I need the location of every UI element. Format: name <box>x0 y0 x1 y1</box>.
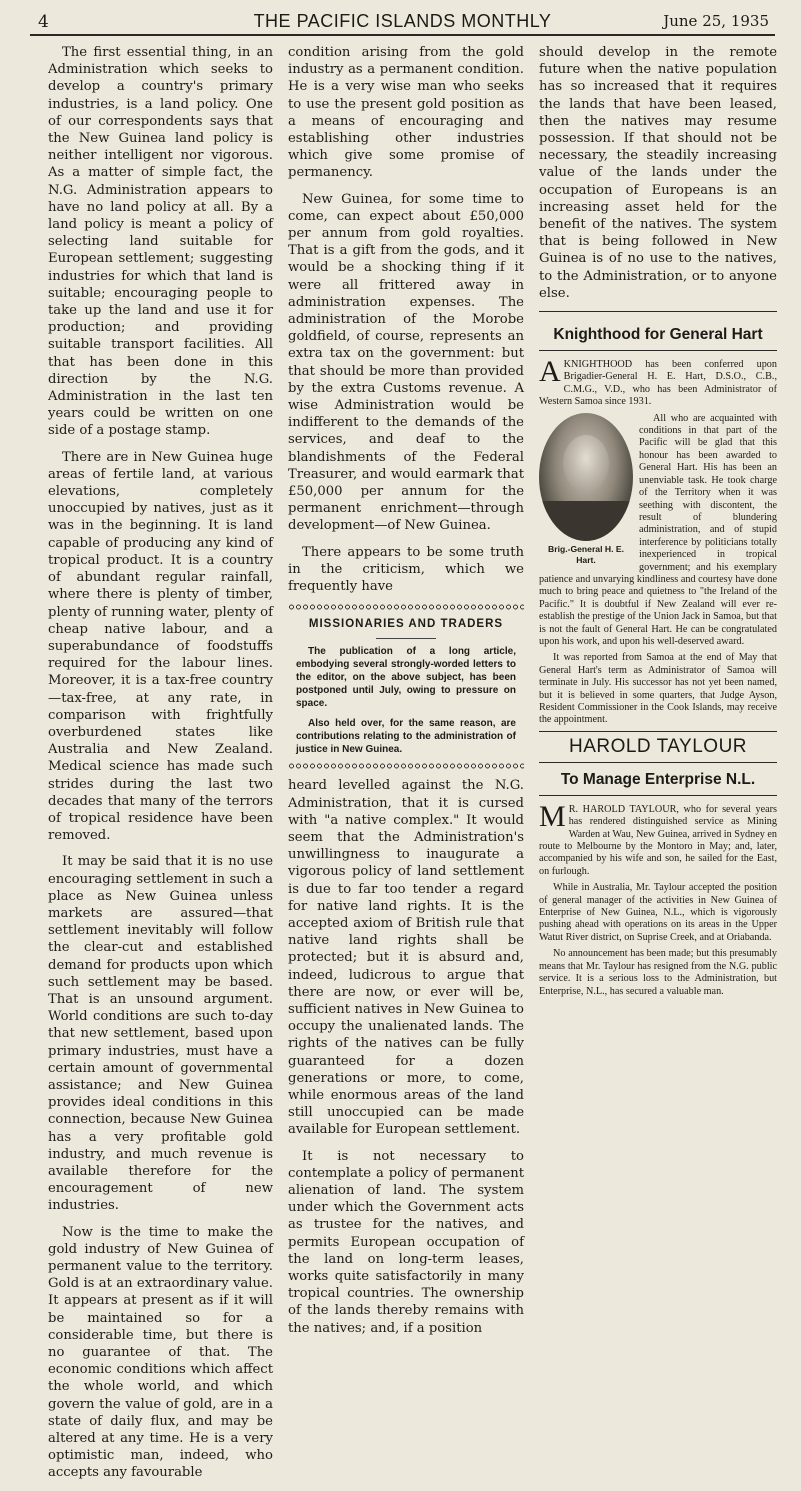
portrait-image <box>539 413 633 541</box>
divider <box>539 795 777 796</box>
taylour-lead: M R. HAROLD TAYLOUR, who for several years has rendered distinguished service as Mining Warden at Wau, New Guinea, arrived in Sydney en route to Melbourne by the Montoro in May; and, later, accompanied by his wife and son, he sailed for the East, on furlough. <box>539 799 777 877</box>
column-1 <box>48 44 273 1491</box>
page-number: 4 <box>38 12 49 32</box>
ornamental-rule <box>288 604 524 610</box>
paragraph: It is not necessary to contemplate a policy of permanent alienation of land. The system under which the Government acts as trustee for the natives, and permits European occupation of the land on long-term leases, works quite satisfactorily in many tropical countries. The ownership of the lands thereby remains with the natives; and, if a position <box>288 1148 524 1336</box>
drop-cap: M <box>539 799 566 833</box>
divider <box>539 350 777 351</box>
column-2 <box>288 44 524 1346</box>
photo-caption: Brig.-General H. E. Hart. <box>548 543 624 565</box>
page-header <box>30 6 775 36</box>
paragraph: All who are acquainted with conditions in that part of the Pacific will be glad that this honour has been awarded to General Hart. His has been an unenviable task. He took charge of the Territory when it was seething with discontent, the result of blundering administration, and of stupid interference by politicians totally inexperienced in tropical government; and his exemplary patience and unvarying kindliness and courtesy have done much to bring peace and quietness to "the Ireland of the Pacific." It is doubtful if New Zealand will ever re-establish the prestige of the Union Jack in Samoa, but that is not the fault of General Hart. He can be congratulated upon his work, and upon his well-deserved award. <box>539 412 777 647</box>
missionaries-title: MISSIONARIES AND TRADERS <box>308 618 504 631</box>
divider <box>539 731 777 732</box>
portrait-photo <box>539 413 633 566</box>
knighthood-lead: AKNIGHTHOOD has been conferred upon Brigadier-General H. E. Hart, D.S.O., C.B., C.M.G., V.D., who has been Administrator of Western Samoa since 1931. <box>539 355 777 408</box>
column-3 <box>539 44 777 1002</box>
paragraph: The first essential thing, in an Administration which seeks to develop a country's primary industries, is a land policy. One of our correspondents says that the New Guinea land policy is neither intelligent nor vigorous. As a matter of simple fact, the N.G. Administration appears to have no land policy at all. By a land policy is meant a policy of selecting land suitable for European settlement; suggesting industries for which that land is suitable; encouraging people to take up the land and use it for production; and providing suitable transport facilities. All that has been done in this direction by the N.G. Administration in the last ten years could be written on one side of a postage stamp. <box>48 45 273 439</box>
issue-date: June 25, 1935 <box>663 12 769 30</box>
paragraph: should develop in the remote future when the native population has so increased that it requires the lands that have been leased, then the natives may resume possession. If that should not be necessary, the steadily increasing value of the lands under the occupation of Europeans is an increasing asset held for the benefit of the natives. The system that is being followed in New Guinea is of no use to the natives, to the Administration, or to anyone else. <box>539 45 777 301</box>
notice-postponed: The publication of a long article, embodying several strongly-worded letters to the editor, on the above subject, has been postponed until July, owing to pressure on space. <box>296 646 516 710</box>
drop-cap: A <box>539 355 561 389</box>
divider <box>376 638 436 639</box>
divider <box>539 762 777 763</box>
paragraph: There are in New Guinea huge areas of fertile land, at various elevations, completely unoccupied by natives, just as it was in the beginning. It is land capable of producing any kind of tropical product. It is a country of abundant regular rainfall, where there is plenty of timber, plenty of running water, plenty of cheap native labour, and a superabundance of foodstuffs required for the labour lines. Moreover, it is a tax-free country—tax-free, at any rate, in comparison with frightfully overburdened states like Australia and New Zealand. Medical science has made such strides during the last two decades that many of the terrors of tropical residence have been removed. <box>48 449 273 844</box>
knighthood-headline: Knighthood for General Hart <box>553 326 763 344</box>
paragraph: Now is the time to make the gold industry of New Guinea of permanent value to the territory. Gold is at an extraordinary value. It appears at present as if it will be maintained so for a considerable time, but there is no guarantee of that. The economic conditions which affect the whole world, and which govern the value of gold, are in a state of daily flux, and may be altered at any time. He is a very optimistic man, indeed, who accepts any favourable <box>48 1224 273 1481</box>
paragraph: It may be said that it is no use encouraging settlement in such a place as New Guinea unless markets are assured—that settlement inevitably will follow the clear-cut and established demand for products upon which such settlement may be based. That is an unsound argument. World conditions are such to-day that new settlement, based upon primary industries, must have a certain amount of governmental assistance; and New Guinea provides ideal conditions in this connection, because New Guinea has a very profitable gold industry, and much revenue is available therefore for the encouragement of new industries. <box>48 854 273 1214</box>
notice-held-over: Also held over, for the same reason, are contributions relating to the administration of justice in New Guinea. <box>296 718 516 756</box>
paragraph: There appears to be some truth in the criticism, which we frequently have <box>288 544 524 595</box>
paragraph: It was reported from Samoa at the end of May that General Hart's term as Administrator of Samoa will terminate in July. His successor has not yet been named, but it is believed in some quarters, that Judge Ayson, Resident Commissioner in the Cook Islands, may receive the appointment. <box>539 652 777 726</box>
ornamental-rule <box>288 763 524 769</box>
paragraph: New Guinea, for some time to come, can expect about £50,000 per annum from gold royalties. That is a gift from the gods, and it would be a shocking thing if it were all frittered away in administration expenses. The administration of the Morobe goldfield, of course, represents an extra tax on the government: but that should be more than provided by the extra Customs revenue. A wise Administration would be indifferent to the demands of the services, and deaf to the blandishments of the Federal Treasurer, and would earmark that £50,000 per annum for the permanent enrichment—through development—of New Guinea. <box>288 191 524 534</box>
paragraph: While in Australia, Mr. Taylour accepted the position of general manager of the activities in New Guinea of Enterprise of New Guinea, N.L., which is vigorously pushing ahead with operations on its areas in the Upper Watut River district, on Suprise Creek, and at Oriabanda. <box>539 882 777 943</box>
taylour-headline: HAROLD TAYLOUR <box>568 735 748 757</box>
paragraph: condition arising from the gold industry as a permanent condition. He is a very wise man who seeks to use the present gold position as a means of encouraging and establishing other industries which give some promise of permanency. <box>288 45 524 181</box>
publication-title: THE PACIFIC ISLANDS MONTHLY <box>253 11 552 31</box>
taylour-subheadline: To Manage Enterprise N.L. <box>560 770 756 788</box>
divider <box>539 311 777 312</box>
paragraph: No announcement has been made; but this presumably means that Mr. Taylour has resigned from the N.G. public service. It is a serious loss to the Administration, but Enterprise, N.L., has secured a valuable man. <box>539 948 777 997</box>
paragraph: heard levelled against the N.G. Administration, that it is cursed with "a native complex." It would seem that the Administration's unwillingness to inaugurate a vigorous policy of land settlement is due to far too tender a regard for native land rights. It is the accepted axiom of British rule that native land rights shall be protected; but it is absurd and, indeed, ludicrous to argue that there are now, or ever will be, sufficient natives in New Guinea to occupy the unalienated lands. The rights of the natives can be fully guaranteed for a dozen generations or more, to come, while enormous areas of the land still unoccupied can be made available for European settlement. <box>288 778 524 1138</box>
